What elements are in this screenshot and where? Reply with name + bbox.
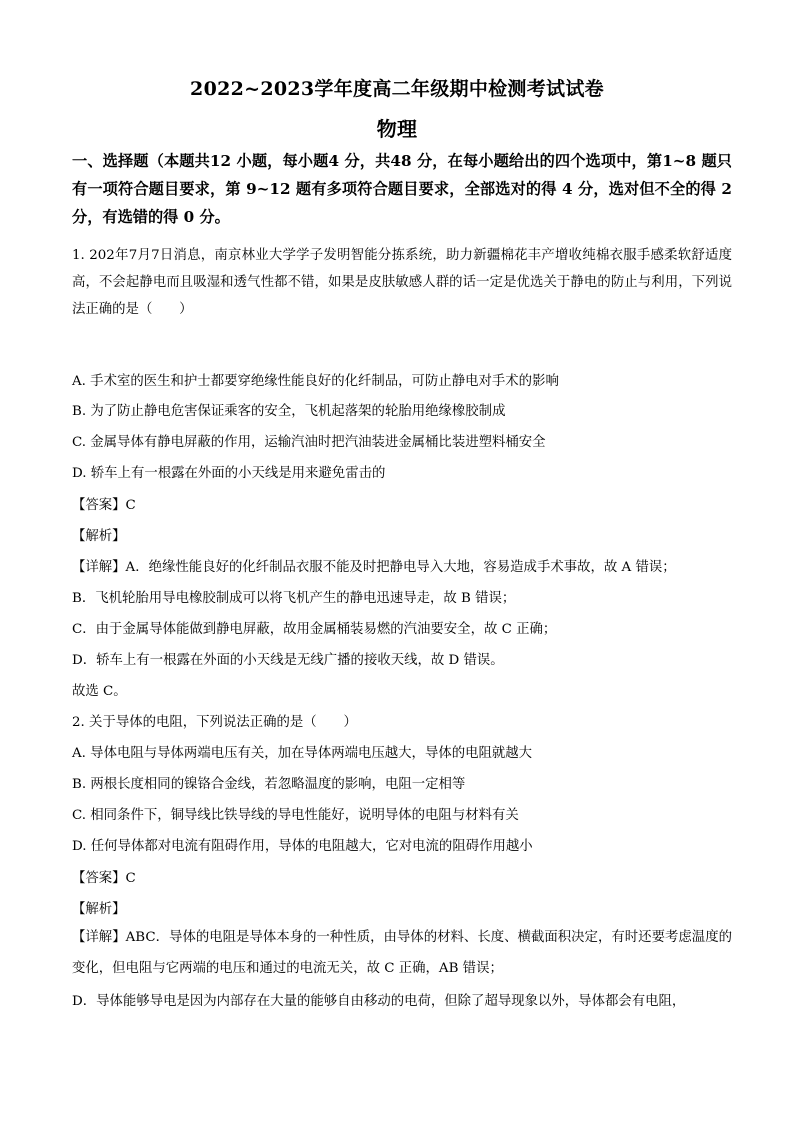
question-1-detail-line: 【详解】A．绝缘性能良好的化纤制品衣服不能及时把静电导入大地，容易造成手术事故，故 A 错误；: [72, 560, 676, 575]
subject-title: 物理: [376, 117, 418, 141]
question-1-answer: 【答案】C: [72, 498, 136, 513]
question-2-option-a: A. 导体电阻与导体两端电压有关，加在导体两端电压越大，导体的电阻就越大: [72, 746, 533, 761]
question-1-detail-line: D．轿车上有一根露在外面的小天线是无线广播的接收天线，故 D 错误。: [72, 653, 504, 668]
question-1-option-c: C. 金属导体有静电屏蔽的作用，运输汽油时把汽油装进金属桶比装进塑料桶安全: [72, 435, 546, 450]
question-1-stem: 1. 202年7月7日消息，南京林业大学学子发明智能分拣系统，助力新疆棉花丰产增收纯棉衣服手感柔软舒适度高，不会起静电而且吸湿和透气性都不错，如果是皮肤敏感人群的话一定是优选关于静电的防止与利用，下列说法正确的是（ ）: [72, 248, 732, 317]
question-2-option-c: C. 相同条件下，铜导线比铁导线的导电性能好，说明导体的电阻与材料有关: [72, 808, 519, 823]
question-2-detail-line: D．导体能够导电是因为内部存在大量的能够自由移动的电荷，但除了超导现象以外，导体都会有电阻，: [72, 994, 686, 1009]
question-1-detail-line: B．飞机轮胎用导电橡胶制成可以将飞机产生的静电迅速导走，故 B 错误；: [72, 591, 516, 606]
question-2-stem: 2. 关于导体的电阻，下列说法正确的是（ ）: [72, 715, 357, 730]
question-2-answer: 【答案】C: [72, 871, 136, 886]
question-1-option-d: D. 轿车上有一根露在外面的小天线是用来避免雷击的: [72, 466, 386, 481]
question-1-option-a: A. 手术室的医生和护士都要穿绝缘性能良好的化纤制品，可防止静电对手术的影响: [72, 374, 559, 389]
question-1-option-b: B. 为了防止静电危害保证乘客的安全，飞机起落架的轮胎用绝缘橡胶制成: [72, 404, 506, 419]
question-1-analysis-label: 【解析】: [72, 529, 126, 544]
question-1-conclusion: 故选 C。: [72, 684, 127, 699]
exam-title: 2022~2023学年度高二年级期中检测考试试卷: [190, 78, 604, 100]
question-2-option-d: D. 任何导体都对电流有阻碍作用，导体的电阻越大，它对电流的阻碍作用越小: [72, 839, 533, 854]
question-2-option-b: B. 两根长度相同的镍铬合金线，若忽略温度的影响，电阻一定相等: [72, 777, 466, 792]
question-2-detail-line: 【详解】ABC．导体的电阻是导体本身的一种性质，由导体的材料、长度、横截面积决定，有时还要考虑温度的变化，但电阻与它两端的电压和通过的电流无关，故 C 正确，AB 错误；: [72, 930, 732, 976]
question-2-analysis-label: 【解析】: [72, 902, 126, 917]
section-instructions: 一、选择题（本题共12 小题，每小题4 分，共48 分，在每小题给出的四个选项中，第1~8 题只有一项符合题目要求，第 9~12 题有多项符合题目要求，全部选对的得 4 分，选对但不全的得 2 分，有选错的得 0 分。: [72, 152, 732, 226]
question-1-detail-line: C．由于金属导体能做到静电屏蔽，故用金属桶装易燃的汽油要安全，故 C 正确；: [72, 622, 557, 637]
